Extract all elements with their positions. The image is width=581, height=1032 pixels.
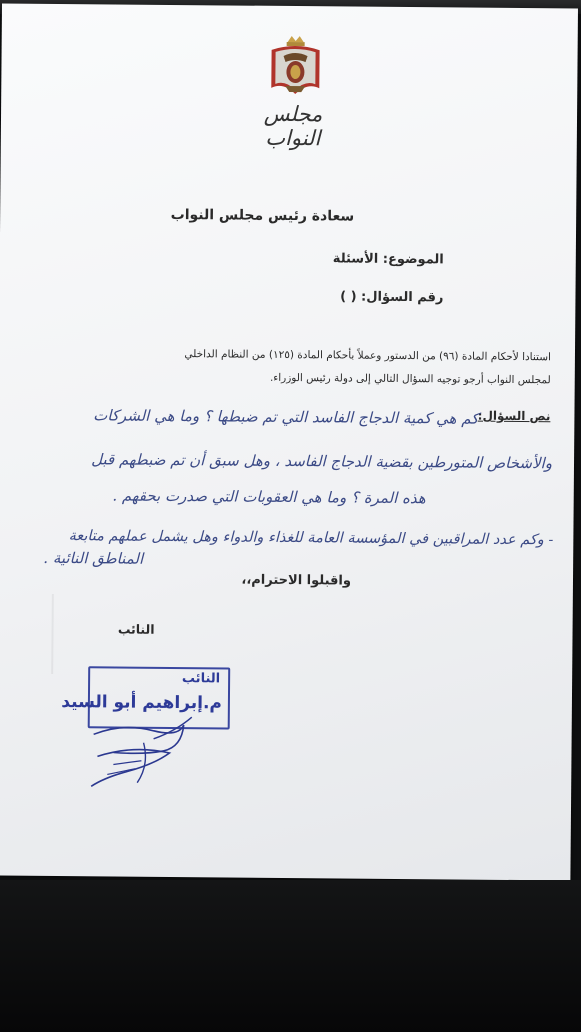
coat-of-arms-icon: [261, 32, 330, 101]
stamp-name: م.إبراهيم أبو السيد: [61, 692, 222, 714]
document-page: [0, 3, 578, 880]
intro-line-1: استنادا لأحكام المادة (٩٦) من الدستور وعملاً بأحكام المادة (١٢٥) من النظام الداخلي: [184, 348, 551, 364]
background-bottom: [0, 880, 581, 1032]
question-line-4: - وكم عدد المراقبين في المؤسسة العامة للغذاء والدواء وهل يشمل عملهم متابعة: [68, 528, 554, 549]
question-line-5: المناطق النائية .: [43, 548, 144, 568]
parliament-logo-text: مجلس النواب: [263, 101, 323, 151]
handwritten-signature: [83, 694, 204, 795]
question-number-line: رقم السؤال: ( ): [340, 289, 444, 306]
question-line-3: هذه المرة ؟ وما هي العقوبات التي صدرت بحقهم .: [112, 486, 426, 508]
signature-title: النائب: [117, 621, 155, 637]
question-line-2: والأشخاص المتورطين بقضية الدجاج الفاسد ، وهل سبق أن تم ضبطهم قبل: [91, 450, 553, 473]
stamp-title: النائب: [181, 671, 221, 687]
subject-line: الموضوع: الأسئلة: [332, 251, 444, 268]
question-label: نص السؤال:: [477, 408, 551, 424]
closing-line: واقبلوا الاحترام،،: [241, 572, 352, 589]
paper-fold: [51, 594, 54, 674]
intro-line-2: لمجلس النواب أرجو توجيه السؤال التالي إلى دولة رئيس الوزراء.: [269, 371, 551, 387]
addressee: سعادة رئيس مجلس النواب: [170, 206, 355, 225]
question-line-1: كم هي كمية الدجاج الفاسد التي تم ضبطها ؟ وما هي الشركات: [93, 406, 479, 428]
